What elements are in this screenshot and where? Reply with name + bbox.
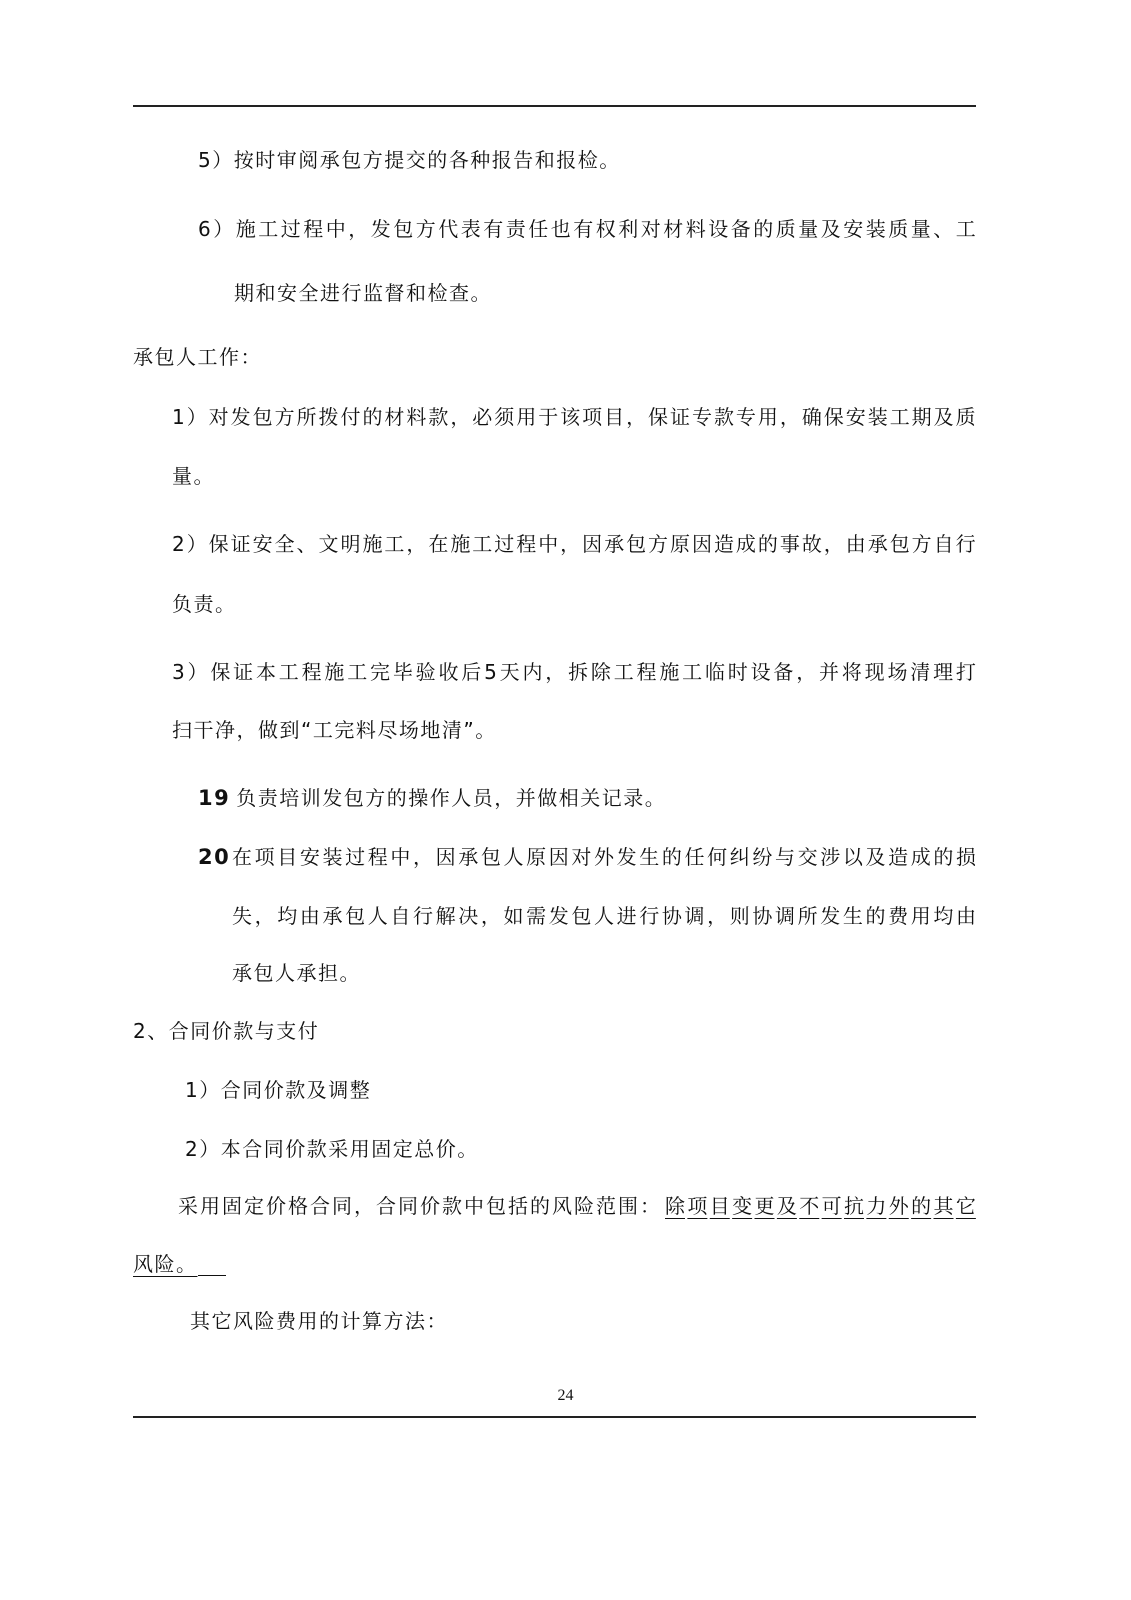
blank-underline <box>198 1253 226 1276</box>
contractor-item-1-line-1: 1 ） 对 发 包 方 所 拨 付 的 材 料 款 ， 必 须 用 于 该 项 目 ， 保 证 专 款 专 用 ， 确 保 安 装 工 期 及 质 <box>172 405 976 429</box>
item-20-line-2: 失 ， 均 由 承 包 人 自 行 解 决 ， 如 需 发 包 人 进 行 协 调 ， 则 协 调 所 发 生 的 费 用 均 由 <box>232 904 976 928</box>
item-6-line-2: 期和安全进行监督和检查。 <box>234 281 492 305</box>
risk-scope-line-2 <box>133 1250 226 1278</box>
contractor-heading: 承包人工作： <box>133 345 262 369</box>
item-5: 5）按时审阅承包方提交的各种报告和报检。 <box>198 148 621 172</box>
page-number: 24 <box>557 1387 574 1404</box>
risk-scope-line-1 <box>178 1192 976 1220</box>
section-2-heading: 2、合同价款与支付 <box>133 1019 320 1043</box>
contractor-item-2-line-2: 负责。 <box>172 592 237 616</box>
item-19-number: 19 <box>198 786 231 810</box>
section-2-point-1: 1）合同价款及调整 <box>185 1078 372 1102</box>
risk-scope-underlined: 除 项 目 变 更 及 不 可 抗 力 外 的 其 它 <box>665 1194 976 1218</box>
item-20-line-1: 在 项 目 安 装 过 程 中 ， 因 承 包 人 原 因 对 外 发 生 的 任 何 纠 纷 与 交 涉 以 及 造 成 的 损 <box>232 845 976 869</box>
contractor-item-3-line-2: 扫干净，做到“工完料尽场地清”。 <box>172 718 497 742</box>
item-6-line-1: 6 ） 施 工 过 程 中 ， 发 包 方 代 表 有 责 任 也 有 权 利 对 材 料 设 备 的 质 量 及 安 装 质 量 、 工 <box>198 217 976 241</box>
contractor-item-1-line-2: 量。 <box>172 464 215 488</box>
item-20-number: 20 <box>198 845 231 869</box>
contractor-item-20 <box>198 843 976 871</box>
risk-scope-line-2-text: 风险。 <box>133 1252 198 1276</box>
header-rule <box>133 105 976 107</box>
contractor-item-3-line-1: 3 ） 保 证 本 工 程 施 工 完 毕 验 收 后 5 天 内 ， 拆 除 工 程 施 工 临 时 设 备 ， 并 将 现 场 清 理 打 <box>172 660 976 684</box>
footer-rule <box>133 1416 976 1418</box>
contractor-item-2-line-1: 2 ） 保 证 安 全 、 文 明 施 工 ， 在 施 工 过 程 中 ， 因 承 包 方 原 因 造 成 的 事 故 ， 由 承 包 方 自 行 <box>172 532 976 556</box>
section-2-point-2: 2）本合同价款采用固定总价。 <box>185 1137 479 1161</box>
item-19-text: 负责培训发包方的操作人员，并做相关记录。 <box>236 786 667 810</box>
other-risk-calculation: 其它风险费用的计算方法： <box>190 1309 448 1333</box>
item-20-line-3: 承包人承担。 <box>232 961 361 985</box>
contractor-item-19 <box>198 784 666 812</box>
risk-scope-prefix: 采 用 固 定 价 格 合 同 ， 合 同 价 款 中 包 括 的 风 险 范 围 ： <box>178 1194 660 1218</box>
